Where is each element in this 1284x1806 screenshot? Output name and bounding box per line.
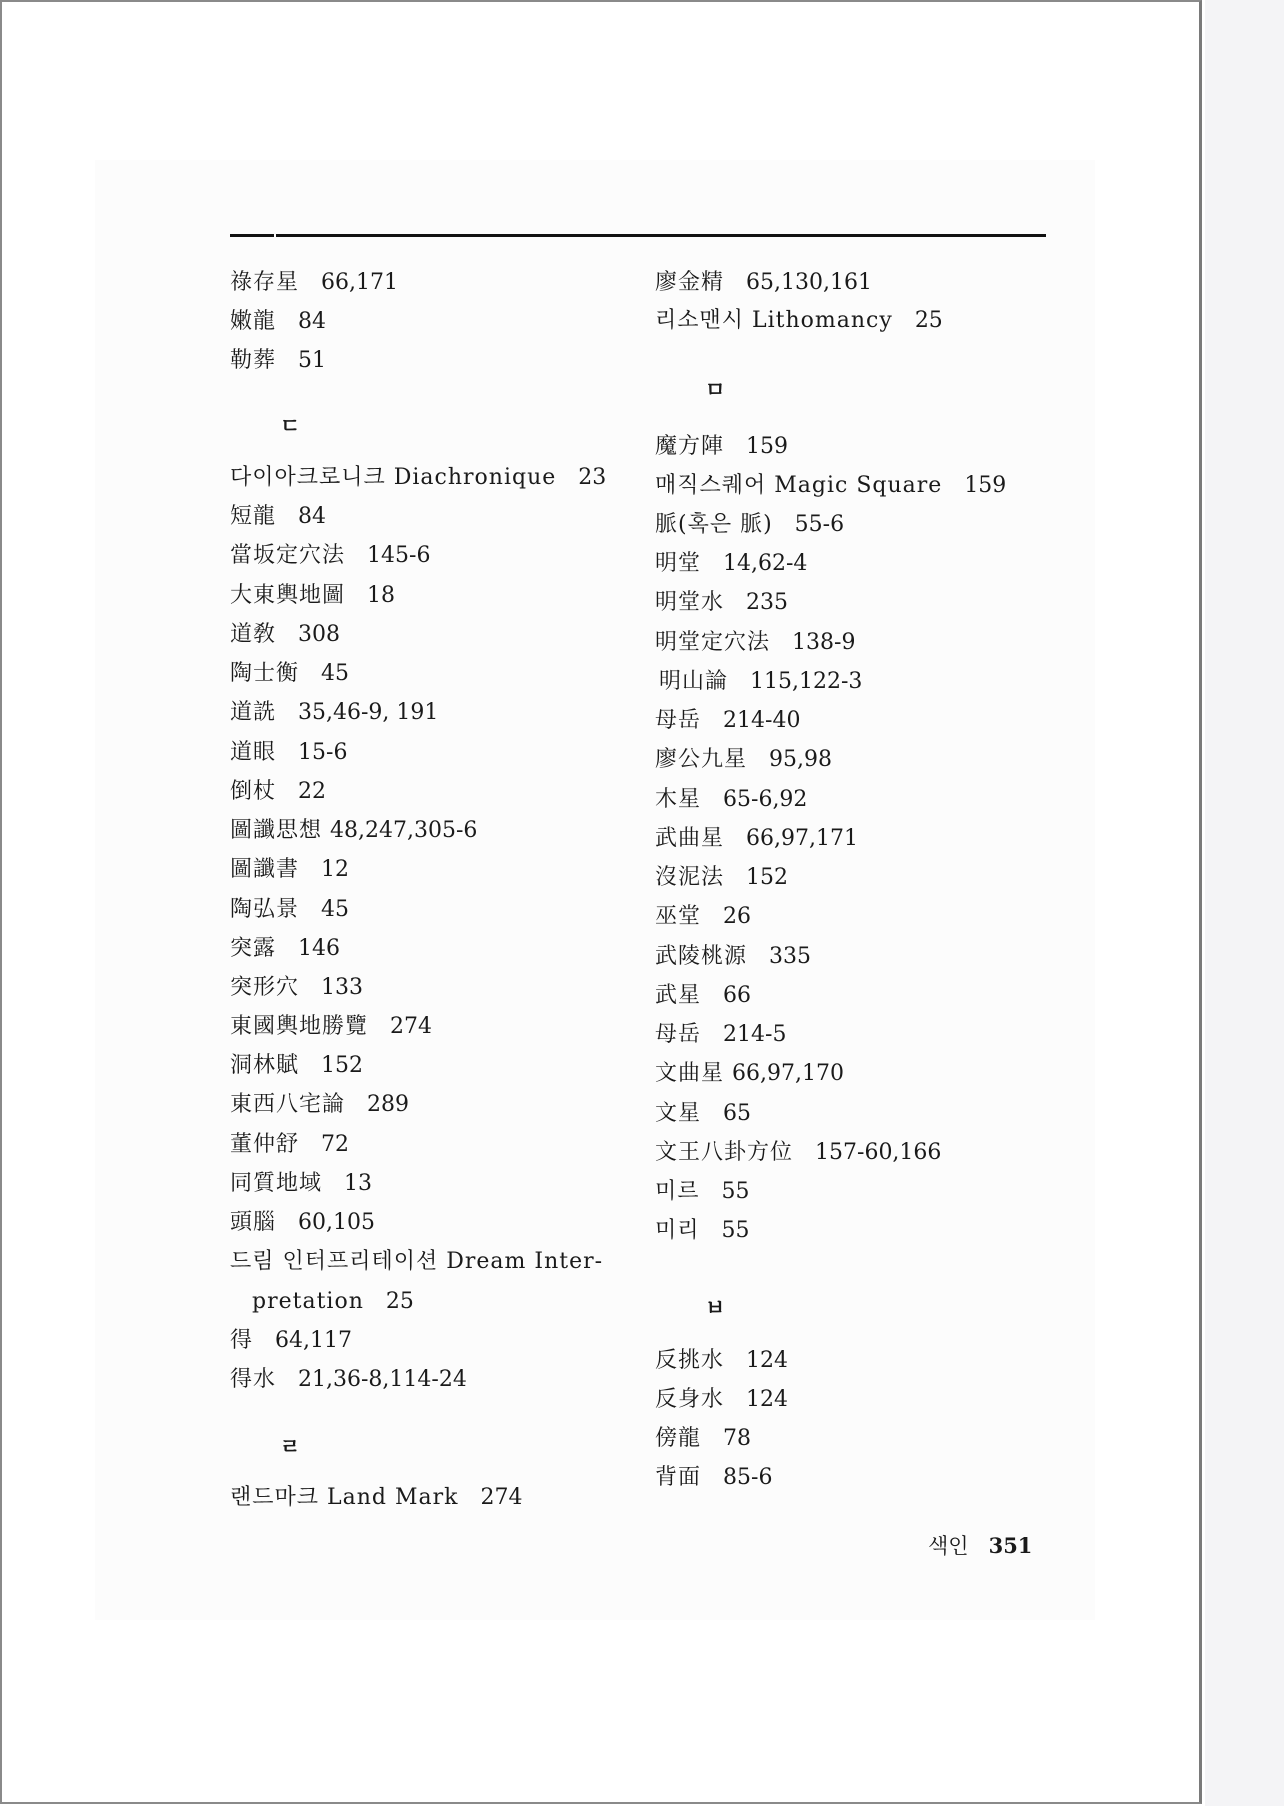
index-term: 倒杖	[230, 779, 277, 804]
index-term: 圖讖思想	[230, 818, 323, 843]
index-entry	[230, 1483, 522, 1513]
section-heading-r: ㄹ	[280, 1435, 301, 1459]
index-pages: 18	[367, 583, 396, 608]
index-pages: 65,130,161	[746, 270, 872, 295]
index-pages: 95,98	[769, 747, 832, 772]
index-term: 陶士衡	[230, 661, 300, 686]
index-term: 木星	[655, 787, 702, 812]
index-entry	[655, 268, 872, 298]
index-pages: 22	[298, 779, 327, 804]
index-term: 東西八宅論	[230, 1092, 346, 1117]
index-term: 매직스퀘어 Magic Square	[655, 473, 943, 498]
index-entry	[230, 659, 349, 689]
index-entry	[655, 863, 788, 893]
index-term: 武星	[655, 983, 702, 1008]
index-entry	[655, 471, 1006, 501]
index-pages: 145-6	[367, 543, 431, 568]
index-pages: 21,36-8,114-24	[298, 1367, 467, 1392]
index-pages: 45	[321, 897, 350, 922]
index-pages: 66,97,171	[746, 826, 858, 851]
index-entry	[655, 1177, 750, 1207]
index-entry	[230, 1365, 467, 1395]
index-pages: 133	[321, 975, 364, 1000]
index-pages: 66,97,170	[732, 1061, 844, 1086]
index-term: 脈(혹은 脈)	[655, 512, 773, 537]
index-entry	[230, 1090, 409, 1120]
index-pages: 308	[298, 622, 341, 647]
index-pages: 159	[964, 473, 1007, 498]
index-term: 當坂定穴法	[230, 543, 346, 568]
index-entry	[655, 1346, 788, 1376]
index-term: 리소맨시 Lithomancy	[655, 308, 893, 333]
index-pages: 152	[746, 865, 789, 890]
index-entry	[230, 973, 363, 1003]
index-term: 傍龍	[655, 1426, 702, 1451]
section-heading-b: ㅂ	[705, 1296, 726, 1320]
index-entry	[655, 588, 788, 618]
index-entry	[655, 1216, 750, 1246]
index-entry	[230, 463, 606, 493]
index-entry	[230, 777, 326, 807]
index-entry	[230, 1326, 352, 1356]
index-term: 得水	[230, 1367, 277, 1392]
index-pages: 78	[723, 1426, 752, 1451]
index-term: 大東輿地圖	[230, 583, 346, 608]
index-entry	[655, 306, 943, 336]
index-pages: 335	[769, 944, 812, 969]
index-pages: 66,171	[321, 270, 398, 295]
index-term: 東國輿地勝覽	[230, 1014, 369, 1039]
index-pages: 115,122-3	[750, 669, 863, 694]
index-entry	[655, 1385, 788, 1415]
index-pages: 45	[321, 661, 350, 686]
index-entry	[230, 541, 430, 571]
footer-label: 색인	[928, 1534, 969, 1558]
index-term: 祿存星	[230, 270, 300, 295]
index-pages: 55-6	[794, 512, 845, 537]
index-term: 드림 인터프리테이션 Dream Inter-	[230, 1249, 604, 1274]
index-pages: 35,46-9, 191	[298, 700, 439, 725]
index-entry	[230, 1130, 349, 1160]
index-pages: 289	[367, 1092, 410, 1117]
index-pages: 85-6	[723, 1465, 773, 1490]
index-pages: 15-6	[298, 740, 348, 765]
index-pages: 65	[723, 1101, 752, 1126]
index-term: 랜드마크 Land Mark	[230, 1485, 459, 1510]
index-term: pretation	[252, 1289, 364, 1314]
viewer-margin	[1205, 0, 1284, 1806]
index-term: 短龍	[230, 504, 277, 529]
index-term: 陶弘景	[230, 897, 300, 922]
header-rule	[276, 234, 1046, 237]
index-entry	[655, 1020, 786, 1050]
index-entry	[659, 667, 862, 697]
index-term: 巫堂	[655, 904, 702, 929]
index-pages: 157-60,166	[815, 1140, 942, 1165]
page-number: 351	[988, 1533, 1033, 1558]
index-term: 武陵桃源	[655, 944, 748, 969]
index-entry	[230, 1169, 372, 1199]
index-entry	[230, 934, 340, 964]
index-pages: 146	[298, 936, 341, 961]
index-entry	[230, 895, 349, 925]
index-term: 武曲星	[655, 826, 725, 851]
index-term: 反挑水	[655, 1348, 725, 1373]
scan-area	[95, 160, 1095, 1620]
index-entry	[655, 785, 807, 815]
index-pages: 214-40	[723, 708, 801, 733]
index-term: 頭腦	[230, 1210, 277, 1235]
index-term: 廖公九星	[655, 747, 748, 772]
section-heading-d: ㄷ	[280, 414, 301, 438]
section-heading-m: ㅁ	[705, 378, 726, 402]
index-entry	[230, 738, 347, 768]
index-entry	[655, 1138, 941, 1168]
index-term: 廖金精	[655, 270, 725, 295]
index-pages: 124	[746, 1348, 789, 1373]
index-term: 道敎	[230, 622, 277, 647]
index-entry	[655, 1099, 751, 1129]
index-pages: 235	[746, 590, 789, 615]
index-entry	[655, 902, 751, 932]
page-footer	[928, 1530, 1032, 1560]
index-term: 母岳	[655, 1022, 702, 1047]
index-entry	[655, 432, 788, 462]
index-pages: 72	[321, 1132, 350, 1157]
index-entry	[655, 1424, 751, 1454]
index-pages: 138-9	[792, 630, 856, 655]
index-entry	[230, 698, 438, 728]
index-pages: 14,62-4	[723, 551, 808, 576]
index-entry	[230, 1012, 432, 1042]
index-term: 文曲星	[655, 1061, 725, 1086]
index-entry	[655, 628, 855, 658]
index-term: 文王八卦方位	[655, 1140, 794, 1165]
index-pages: 55	[721, 1179, 750, 1204]
index-pages: 25	[385, 1289, 414, 1314]
index-entry	[655, 549, 807, 579]
index-entry	[230, 620, 340, 650]
index-pages: 274	[390, 1014, 433, 1039]
index-pages: 84	[298, 504, 327, 529]
index-term: 明堂定穴法	[655, 630, 771, 655]
index-entry	[655, 824, 858, 854]
index-entry	[230, 346, 326, 376]
index-entry	[655, 1463, 772, 1493]
index-pages: 152	[321, 1053, 364, 1078]
index-pages: 60,105	[298, 1210, 375, 1235]
index-pages: 48,247,305-6	[330, 818, 478, 843]
index-pages: 12	[321, 857, 350, 882]
index-pages: 64,117	[275, 1328, 352, 1353]
index-entry	[252, 1287, 414, 1317]
index-entry	[230, 816, 477, 846]
index-entry	[655, 1059, 844, 1089]
index-term: 明山論	[659, 669, 729, 694]
index-entry	[230, 1247, 625, 1277]
index-term: 勒葬	[230, 348, 277, 373]
index-term: 明堂水	[655, 590, 725, 615]
index-entry	[230, 581, 395, 611]
index-pages: 65-6,92	[723, 787, 808, 812]
index-entry	[655, 942, 811, 972]
index-term: 魔方陣	[655, 434, 725, 459]
index-entry	[230, 307, 326, 337]
index-entry	[655, 510, 844, 540]
index-term: 沒泥法	[655, 865, 725, 890]
index-term: 背面	[655, 1465, 702, 1490]
index-entry	[655, 745, 832, 775]
index-term: 嫩龍	[230, 309, 277, 334]
index-term: 突形穴	[230, 975, 300, 1000]
index-entry	[655, 706, 800, 736]
index-pages: 23	[578, 465, 607, 490]
index-term: 다이아크로니크 Diachronique	[230, 465, 557, 490]
index-pages: 26	[723, 904, 752, 929]
index-term: 圖讖書	[230, 857, 300, 882]
index-term: 同質地域	[230, 1171, 323, 1196]
index-entry	[230, 268, 398, 298]
index-pages: 13	[344, 1171, 373, 1196]
index-pages: 66	[723, 983, 752, 1008]
index-term: 明堂	[655, 551, 702, 576]
index-entry	[230, 855, 349, 885]
index-term: 突露	[230, 936, 277, 961]
index-entry	[230, 1208, 375, 1238]
index-pages: 274	[480, 1485, 523, 1510]
index-pages: 51	[298, 348, 327, 373]
index-term: 道眼	[230, 740, 277, 765]
index-pages: 55	[721, 1218, 750, 1243]
index-term: 母岳	[655, 708, 702, 733]
index-pages: 25	[914, 308, 943, 333]
header-rule-short	[230, 234, 274, 237]
index-term: 미리	[655, 1218, 700, 1243]
index-term: 得	[230, 1328, 254, 1353]
index-term: 道詵	[230, 700, 277, 725]
index-pages: 124	[746, 1387, 789, 1412]
index-term: 洞林賦	[230, 1053, 300, 1078]
index-pages: 84	[298, 309, 327, 334]
index-term: 董仲舒	[230, 1132, 300, 1157]
index-entry	[655, 981, 751, 1011]
index-term: 反身水	[655, 1387, 725, 1412]
index-term: 미르	[655, 1179, 700, 1204]
index-entry	[230, 1051, 363, 1081]
index-term: 文星	[655, 1101, 702, 1126]
index-entry	[230, 502, 326, 532]
index-pages: 159	[746, 434, 789, 459]
index-pages: 214-5	[723, 1022, 787, 1047]
